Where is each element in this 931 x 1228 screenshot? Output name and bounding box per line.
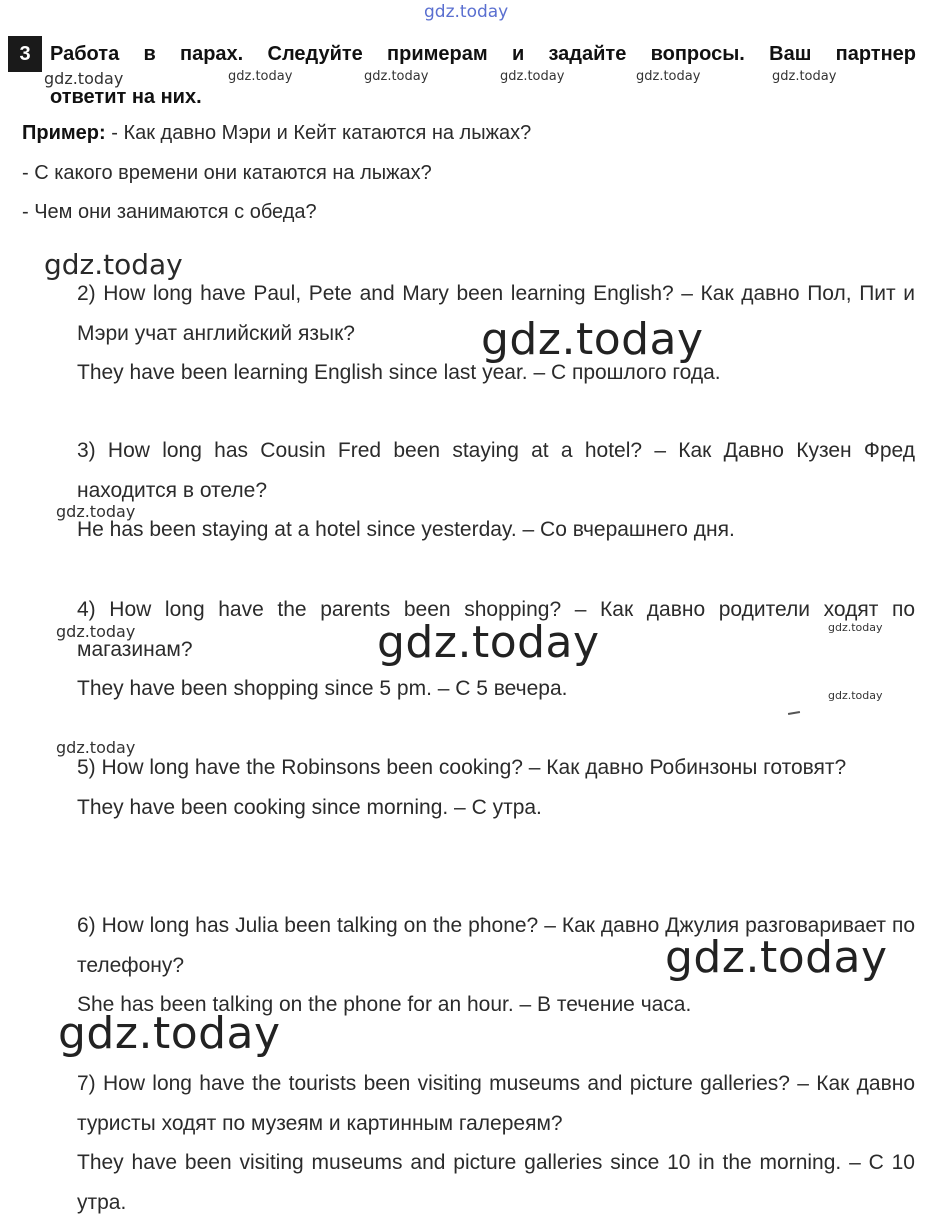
qa-item-6 xyxy=(77,906,915,1025)
answer: They have been cooking since morning. – С утра. xyxy=(77,795,542,819)
question: 7) How long have the tourists been visiting museums and picture galleries? – Как давно туристы ходят по музеям и картинным галереям? xyxy=(77,1072,915,1135)
watermark: gdz.today xyxy=(228,69,293,84)
qa-item-7 xyxy=(77,1064,915,1222)
answer: They have been learning English since last year. – С прошлого года. xyxy=(77,361,721,384)
watermark-top: gdz.today xyxy=(424,2,509,22)
qa-item-3 xyxy=(77,431,915,550)
example-second: - С какого времени они катаются на лыжах? xyxy=(22,162,432,184)
example-first xyxy=(22,122,531,145)
watermark: gdz.today xyxy=(44,69,124,88)
watermark: gdz.today xyxy=(665,932,888,983)
example-first-text: - Как давно Мэри и Кейт катаются на лыжах? xyxy=(105,122,532,144)
watermark: gdz.today xyxy=(58,1008,281,1059)
answer: She has been talking on the phone for an hour. – В течение часа. xyxy=(77,993,692,1016)
watermark: gdz.today xyxy=(364,69,429,84)
question: 3) How long has Cousin Fred been staying at a hotel? – Как Давно Кузен Фред находится в отеле? xyxy=(77,439,915,502)
answer: They have been shopping since 5 pm. – С 5 вечера. xyxy=(77,677,568,700)
answer: They have been visiting museums and picture galleries since 10 in the morning. – С 10 утра. xyxy=(77,1151,915,1214)
stray-mark xyxy=(788,711,800,715)
example-label: Пример: xyxy=(22,122,106,144)
watermark: gdz.today xyxy=(500,69,565,84)
qa-item-4 xyxy=(77,590,915,709)
watermark: gdz.today xyxy=(828,689,883,702)
example-third: - Чем они занимаются с обеда? xyxy=(22,201,317,223)
watermark: gdz.today xyxy=(44,248,183,281)
question: 4) How long have the parents been shopping? – Как давно родители ходят по магазинам? xyxy=(77,598,915,661)
watermark: gdz.today xyxy=(377,617,600,668)
question: 6) How long has Julia been talking on the phone? – Как давно Джулия разговаривает по телефону? xyxy=(77,914,915,977)
watermark: gdz.today xyxy=(56,738,136,757)
watermark: gdz.today xyxy=(636,69,701,84)
qa-item-2 xyxy=(77,274,915,393)
answer: He has been staying at a hotel since yesterday. – Со вчерашнего дня. xyxy=(77,518,735,541)
watermark: gdz.today xyxy=(772,69,837,84)
task-instruction-line1: Работа в парах. Следуйте примерам и задайте вопросы. Ваш партнер xyxy=(50,43,916,65)
task-instruction-line2: ответит на них. xyxy=(50,86,202,108)
watermark: gdz.today xyxy=(828,621,883,634)
watermark: gdz.today xyxy=(56,502,136,521)
watermark: gdz.today xyxy=(56,622,136,641)
question: 5) How long have the Robinsons been cooking? – Как давно Робинзоны готовят? xyxy=(77,756,847,779)
qa-item-5 xyxy=(77,748,915,827)
watermark: gdz.today xyxy=(481,314,704,365)
task-number-badge: 3 xyxy=(8,36,42,72)
question: 2) How long have Paul, Pete and Mary been learning English? – Как давно Пол, Пит и Мэри учат английский язык? xyxy=(77,282,915,345)
